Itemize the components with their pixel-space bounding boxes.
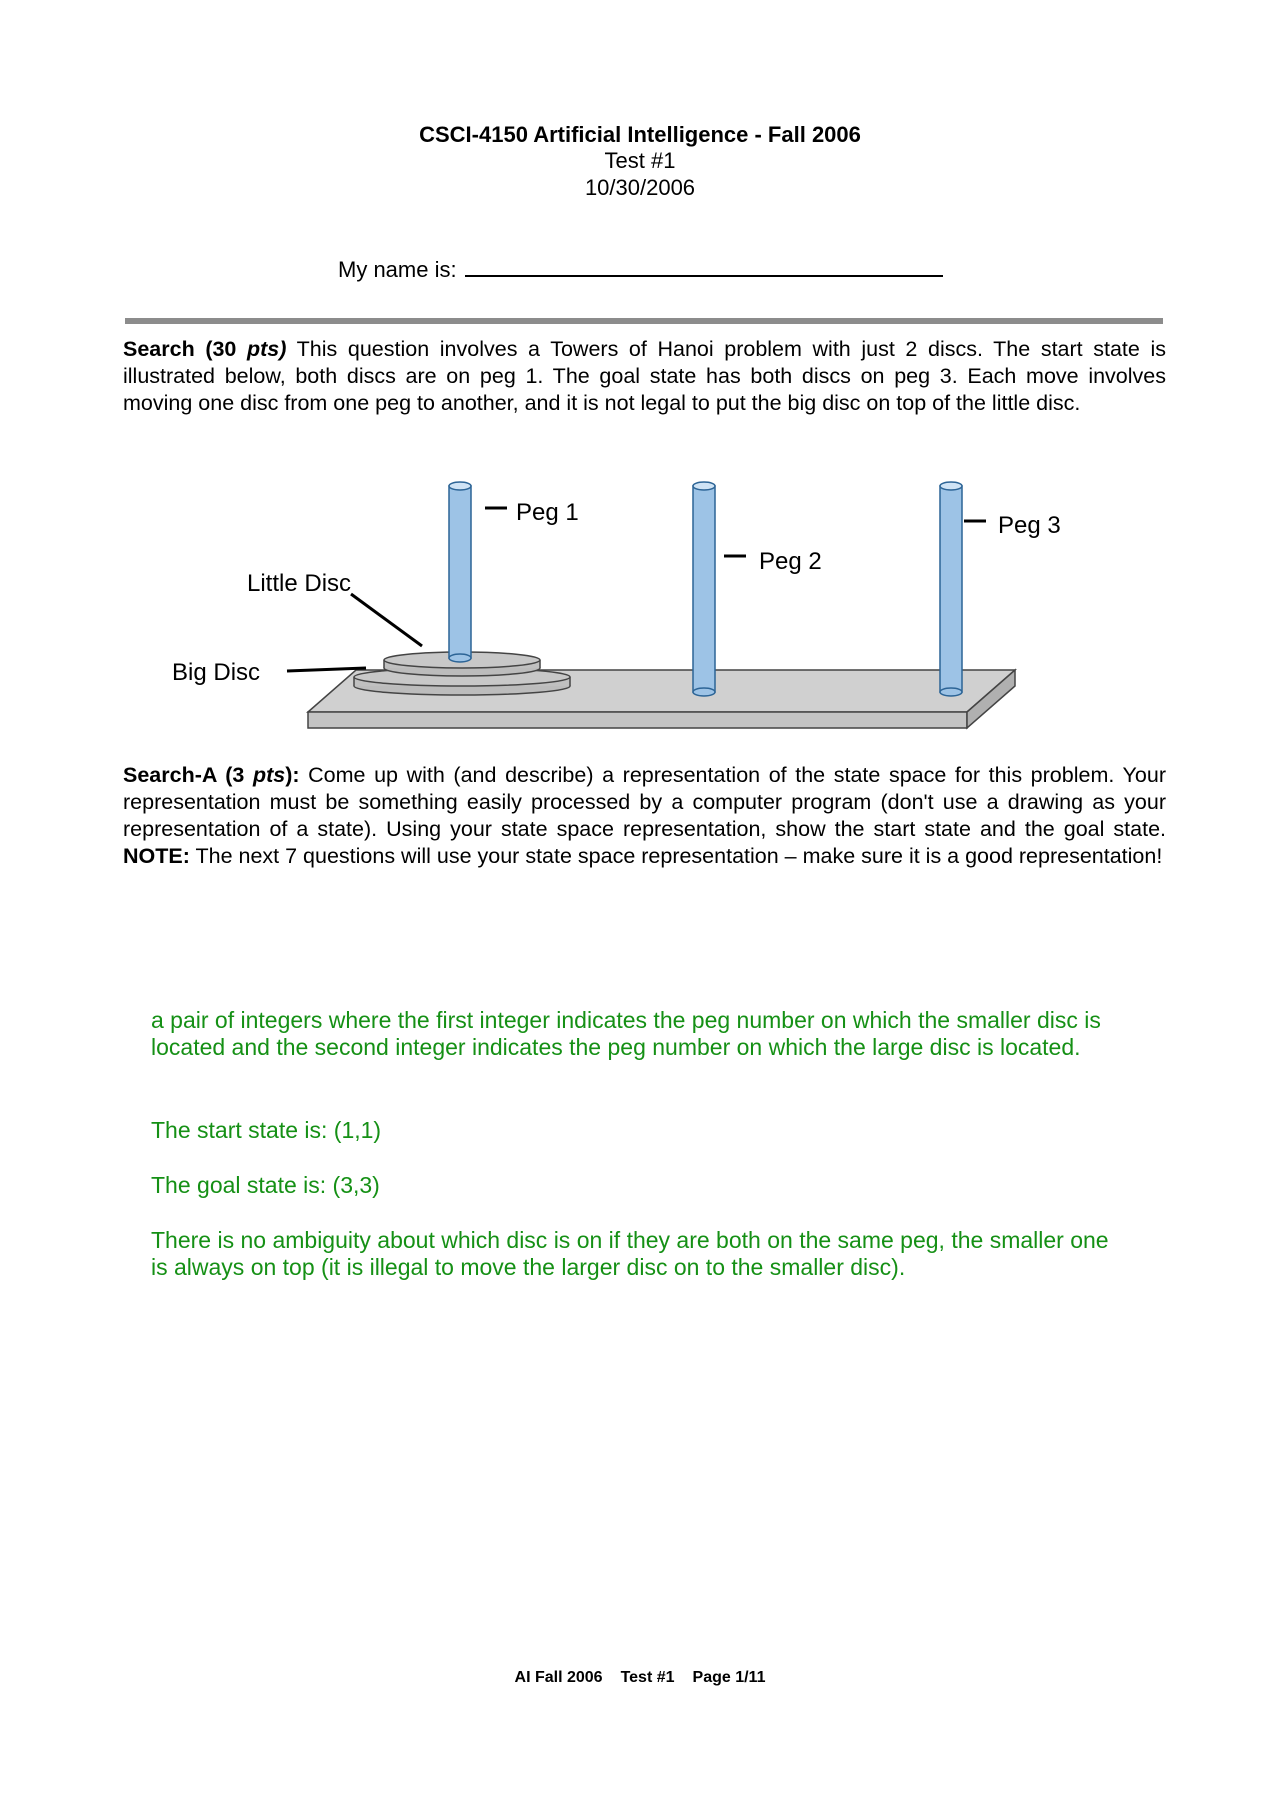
exam-date: 10/30/2006 <box>584 175 696 200</box>
search-text: This question involves a Towers of Hanoi problem with just 2 discs. The start state is illustrated below, both discs are on peg 1. The goal state has both discs on peg 3. Each move involves moving one disc from one peg to another, and it is not legal to put the big disc on top of the little disc. <box>123 337 1166 415</box>
answer-start-state: The start state is: (1,1) <box>151 1117 382 1143</box>
note-text: The next 7 questions will use your state space representation – make sure it is a good representation! <box>189 844 1163 868</box>
search-a-question <box>123 762 1166 870</box>
note-label: NOTE: <box>123 844 190 868</box>
peg-1-label: Peg 1 <box>516 499 579 526</box>
search-pts: pts) <box>247 337 287 361</box>
name-label: My name is: <box>338 257 457 282</box>
search-a-heading: Search-A (3 <box>123 763 245 787</box>
exam-title: CSCI-4150 Artificial Intelligence - Fall 2006 <box>419 122 861 147</box>
peg-2 <box>693 486 715 692</box>
search-a-close: ): <box>285 763 300 787</box>
peg-3-label: Peg 3 <box>998 512 1061 539</box>
little-disc-leader <box>351 594 422 646</box>
search-heading: Search (30 <box>123 337 237 361</box>
answer-representation: a pair of integers where the first integer indicates the peg number on which the smaller disc is located and the second integer indicates the peg number on which the large disc is located. <box>151 1007 1101 1060</box>
big-disc-leader <box>287 668 366 671</box>
big-disc-label: Big Disc <box>172 659 261 686</box>
search-a-pts: pts <box>252 763 286 787</box>
search-a-text: Come up with (and describe) a representation of the state space for this problem. Your representation must be something easily processed by a computer program (don't use a drawing as your representation of a state). Using your state space representation, show the start state and the goal state. <box>123 763 1166 841</box>
peg-3 <box>940 486 962 692</box>
base-front <box>308 712 967 728</box>
exam-subtitle: Test #1 <box>604 148 676 173</box>
footer-test: Test #1 <box>620 1669 675 1686</box>
peg-1 <box>449 486 471 658</box>
answer-goal-state: The goal state is: (3,3) <box>151 1172 380 1198</box>
towers-of-hanoi-figure <box>0 0 1280 760</box>
footer-course: AI Fall 2006 <box>514 1669 603 1686</box>
page-footer <box>0 1669 1280 1687</box>
answer-ambiguity-note: There is no ambiguity about which disc is on if they are both on the same peg, the smaller one is always on top (it is illegal to move the larger disc on to the smaller disc). <box>151 1227 1109 1280</box>
peg-2-label: Peg 2 <box>759 548 822 575</box>
footer-page: Page 1/11 <box>692 1669 766 1686</box>
little-disc-label: Little Disc <box>247 570 352 597</box>
